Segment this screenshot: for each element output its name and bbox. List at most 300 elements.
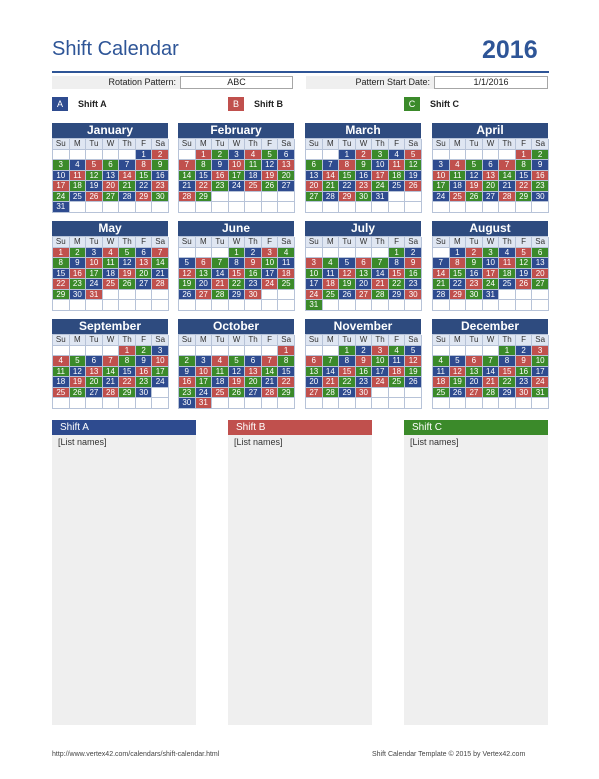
day-cell: 22	[339, 377, 356, 388]
weekday-header: M	[70, 139, 87, 150]
day-cell: 26	[405, 181, 422, 192]
day-cell: 29	[450, 290, 467, 301]
empty-cell	[212, 398, 229, 409]
day-cell: 25	[53, 388, 70, 399]
day-cell: 2	[516, 346, 533, 357]
weekday-header: Th	[499, 335, 516, 346]
day-cell: 4	[278, 248, 295, 259]
day-cell: 29	[499, 388, 516, 399]
day-cell: 5	[119, 248, 136, 259]
day-cell: 19	[262, 171, 279, 182]
weekday-header: Th	[372, 335, 389, 346]
day-cell: 6	[196, 258, 213, 269]
empty-cell	[372, 300, 389, 311]
day-cell: 13	[278, 160, 295, 171]
day-cell: 10	[86, 258, 103, 269]
empty-cell	[483, 202, 500, 213]
month-grid	[432, 138, 548, 213]
day-cell: 25	[389, 377, 406, 388]
day-cell: 20	[466, 377, 483, 388]
day-cell: 22	[339, 181, 356, 192]
day-cell: 22	[53, 279, 70, 290]
weekday-header: F	[389, 237, 406, 248]
day-cell: 11	[70, 171, 87, 182]
empty-cell	[389, 300, 406, 311]
day-cell: 24	[262, 279, 279, 290]
empty-cell	[323, 150, 340, 161]
weekday-header: Tu	[466, 237, 483, 248]
day-cell: 20	[245, 377, 262, 388]
day-cell: 30	[179, 398, 196, 409]
empty-cell	[323, 202, 340, 213]
weekday-header: W	[356, 139, 373, 150]
empty-cell	[119, 398, 136, 409]
day-cell: 18	[70, 181, 87, 192]
month-february	[178, 123, 294, 213]
day-cell: 10	[53, 171, 70, 182]
day-cell: 19	[86, 181, 103, 192]
weekday-header: W	[103, 237, 120, 248]
month-grid	[178, 236, 294, 311]
day-cell: 22	[119, 377, 136, 388]
empty-cell	[70, 346, 87, 357]
day-cell: 3	[152, 346, 169, 357]
day-cell: 12	[516, 258, 533, 269]
shift-c-legend-label: Shift C	[430, 99, 459, 109]
day-cell: 20	[86, 377, 103, 388]
day-cell: 9	[179, 367, 196, 378]
day-cell: 9	[245, 258, 262, 269]
day-cell: 15	[278, 367, 295, 378]
day-cell: 13	[306, 171, 323, 182]
day-cell: 4	[433, 356, 450, 367]
day-cell: 8	[339, 160, 356, 171]
day-cell: 22	[136, 181, 153, 192]
empty-cell	[466, 300, 483, 311]
empty-cell	[433, 346, 450, 357]
day-cell: 15	[339, 367, 356, 378]
weekday-header: Su	[306, 335, 323, 346]
day-cell: 21	[103, 377, 120, 388]
empty-cell	[262, 398, 279, 409]
month-name: May	[52, 221, 168, 236]
day-cell: 8	[516, 160, 533, 171]
day-cell: 9	[356, 160, 373, 171]
day-cell: 6	[356, 258, 373, 269]
day-cell: 25	[245, 181, 262, 192]
day-cell: 10	[372, 160, 389, 171]
day-cell: 7	[499, 160, 516, 171]
weekday-header: M	[70, 335, 87, 346]
empty-cell	[245, 346, 262, 357]
day-cell: 19	[339, 279, 356, 290]
empty-cell	[103, 202, 120, 213]
day-cell: 30	[136, 388, 153, 399]
empty-cell	[212, 300, 229, 311]
empty-cell	[103, 290, 120, 301]
empty-cell	[499, 300, 516, 311]
day-cell: 2	[136, 346, 153, 357]
day-cell: 5	[70, 356, 87, 367]
weekday-header: W	[103, 139, 120, 150]
day-cell: 23	[516, 377, 533, 388]
day-cell: 25	[212, 388, 229, 399]
day-cell: 2	[356, 346, 373, 357]
day-cell: 17	[262, 269, 279, 280]
day-cell: 28	[433, 290, 450, 301]
day-cell: 18	[53, 377, 70, 388]
weekday-header: Sa	[278, 335, 295, 346]
weekday-header: Th	[499, 139, 516, 150]
month-name: September	[52, 319, 168, 334]
day-cell: 12	[405, 160, 422, 171]
day-cell: 7	[119, 160, 136, 171]
empty-cell	[229, 398, 246, 409]
day-cell: 19	[119, 269, 136, 280]
day-cell: 1	[516, 150, 533, 161]
day-cell: 1	[450, 248, 467, 259]
day-cell: 3	[483, 248, 500, 259]
day-cell: 21	[262, 377, 279, 388]
month-grid	[305, 236, 421, 311]
empty-cell	[389, 388, 406, 399]
day-cell: 22	[499, 377, 516, 388]
day-cell: 1	[278, 346, 295, 357]
day-cell: 13	[466, 367, 483, 378]
day-cell: 23	[405, 279, 422, 290]
day-cell: 29	[119, 388, 136, 399]
day-cell: 18	[433, 377, 450, 388]
day-cell: 13	[245, 367, 262, 378]
rotation-pattern-field[interactable]: ABC	[180, 76, 293, 89]
day-cell: 26	[86, 192, 103, 203]
empty-cell	[532, 202, 549, 213]
day-cell: 14	[212, 269, 229, 280]
day-cell: 20	[136, 269, 153, 280]
weekday-header: Tu	[212, 237, 229, 248]
day-cell: 24	[53, 192, 70, 203]
day-cell: 16	[245, 269, 262, 280]
day-cell: 21	[433, 279, 450, 290]
shift-a-legend-label: Shift A	[78, 99, 107, 109]
day-cell: 8	[119, 356, 136, 367]
day-cell: 10	[372, 356, 389, 367]
day-cell: 30	[466, 290, 483, 301]
empty-cell	[212, 192, 229, 203]
weekday-header: Su	[306, 237, 323, 248]
month-grid	[52, 236, 168, 311]
month-may	[52, 221, 168, 311]
day-cell: 26	[516, 279, 533, 290]
shift-c-names[interactable]: [List names]	[410, 437, 459, 447]
day-cell: 13	[306, 367, 323, 378]
weekday-header: F	[389, 335, 406, 346]
weekday-header: Sa	[152, 139, 169, 150]
weekday-header: M	[323, 139, 340, 150]
empty-cell	[245, 398, 262, 409]
day-cell: 18	[389, 367, 406, 378]
day-cell: 16	[466, 269, 483, 280]
shift-a-names[interactable]: [List names]	[58, 437, 107, 447]
weekday-header: W	[356, 237, 373, 248]
day-cell: 14	[179, 171, 196, 182]
weekday-header: W	[103, 335, 120, 346]
day-cell: 25	[433, 388, 450, 399]
day-cell: 28	[499, 192, 516, 203]
empty-cell	[245, 202, 262, 213]
day-cell: 3	[372, 346, 389, 357]
day-cell: 6	[532, 248, 549, 259]
shift-c-panel	[404, 420, 548, 725]
day-cell: 19	[179, 279, 196, 290]
day-cell: 9	[466, 258, 483, 269]
weekday-header: Su	[53, 335, 70, 346]
weekday-header: W	[483, 237, 500, 248]
empty-cell	[516, 300, 533, 311]
day-cell: 15	[499, 367, 516, 378]
weekday-header: Su	[306, 139, 323, 150]
day-cell: 22	[516, 181, 533, 192]
weekday-header: Tu	[339, 335, 356, 346]
day-cell: 12	[405, 356, 422, 367]
day-cell: 20	[278, 171, 295, 182]
day-cell: 7	[483, 356, 500, 367]
empty-cell	[389, 192, 406, 203]
weekday-header: F	[516, 237, 533, 248]
day-cell: 16	[356, 171, 373, 182]
day-cell: 22	[196, 181, 213, 192]
month-grid	[432, 236, 548, 311]
day-cell: 14	[119, 171, 136, 182]
day-cell: 11	[323, 269, 340, 280]
empty-cell	[278, 300, 295, 311]
empty-cell	[278, 202, 295, 213]
empty-cell	[136, 300, 153, 311]
day-cell: 15	[389, 269, 406, 280]
footer-copyright: Shift Calendar Template © 2015 by Vertex42.com	[372, 751, 526, 758]
weekday-header: F	[516, 335, 533, 346]
empty-cell	[212, 346, 229, 357]
day-cell: 22	[389, 279, 406, 290]
day-cell: 26	[262, 181, 279, 192]
day-cell: 20	[306, 377, 323, 388]
day-cell: 16	[70, 269, 87, 280]
day-cell: 3	[433, 160, 450, 171]
day-cell: 29	[278, 388, 295, 399]
day-cell: 31	[306, 300, 323, 311]
empty-cell	[53, 150, 70, 161]
day-cell: 16	[356, 367, 373, 378]
month-grid	[52, 334, 168, 409]
month-name: July	[305, 221, 421, 236]
footer-url[interactable]: http://www.vertex42.com/calendars/shift-calendar.html	[52, 751, 220, 758]
month-name: April	[432, 123, 548, 138]
empty-cell	[405, 388, 422, 399]
weekday-header: Th	[499, 237, 516, 248]
empty-cell	[516, 398, 533, 409]
day-cell: 2	[152, 150, 169, 161]
day-cell: 14	[499, 171, 516, 182]
day-cell: 5	[516, 248, 533, 259]
day-cell: 4	[323, 258, 340, 269]
day-cell: 18	[499, 269, 516, 280]
weekday-header: M	[323, 237, 340, 248]
empty-cell	[278, 290, 295, 301]
day-cell: 17	[152, 367, 169, 378]
empty-cell	[262, 202, 279, 213]
weekday-header: Sa	[532, 237, 549, 248]
day-cell: 10	[152, 356, 169, 367]
day-cell: 15	[339, 171, 356, 182]
day-cell: 24	[372, 181, 389, 192]
day-cell: 8	[229, 258, 246, 269]
day-cell: 28	[103, 388, 120, 399]
day-cell: 19	[70, 377, 87, 388]
day-cell: 5	[466, 160, 483, 171]
weekday-header: Sa	[152, 335, 169, 346]
day-cell: 1	[229, 248, 246, 259]
day-cell: 23	[356, 377, 373, 388]
day-cell: 26	[179, 290, 196, 301]
day-cell: 11	[450, 171, 467, 182]
weekday-header: Sa	[278, 139, 295, 150]
empty-cell	[433, 202, 450, 213]
day-cell: 17	[532, 367, 549, 378]
month-grid	[178, 334, 294, 409]
day-cell: 22	[278, 377, 295, 388]
weekday-header: W	[356, 335, 373, 346]
day-cell: 8	[53, 258, 70, 269]
day-cell: 13	[136, 258, 153, 269]
day-cell: 5	[179, 258, 196, 269]
day-cell: 14	[262, 367, 279, 378]
empty-cell	[323, 248, 340, 259]
empty-cell	[245, 192, 262, 203]
day-cell: 1	[499, 346, 516, 357]
day-cell: 26	[70, 388, 87, 399]
weekday-header: Th	[245, 139, 262, 150]
day-cell: 7	[179, 160, 196, 171]
day-cell: 8	[450, 258, 467, 269]
empty-cell	[262, 346, 279, 357]
empty-cell	[152, 202, 169, 213]
day-cell: 12	[86, 171, 103, 182]
empty-cell	[86, 346, 103, 357]
empty-cell	[339, 248, 356, 259]
day-cell: 15	[119, 367, 136, 378]
day-cell: 6	[306, 356, 323, 367]
day-cell: 16	[212, 171, 229, 182]
empty-cell	[212, 202, 229, 213]
day-cell: 6	[103, 160, 120, 171]
day-cell: 14	[323, 171, 340, 182]
day-cell: 7	[323, 356, 340, 367]
day-cell: 30	[245, 290, 262, 301]
empty-cell	[339, 202, 356, 213]
day-cell: 3	[306, 258, 323, 269]
weekday-header: F	[516, 139, 533, 150]
shift-b-panel	[228, 420, 372, 725]
day-cell: 7	[323, 160, 340, 171]
month-grid	[305, 138, 421, 213]
empty-cell	[532, 290, 549, 301]
day-cell: 27	[196, 290, 213, 301]
day-cell: 30	[356, 388, 373, 399]
weekday-header: Th	[119, 237, 136, 248]
empty-cell	[53, 346, 70, 357]
day-cell: 6	[483, 160, 500, 171]
day-cell: 8	[278, 356, 295, 367]
weekday-header: Su	[53, 139, 70, 150]
day-cell: 4	[103, 248, 120, 259]
day-cell: 17	[86, 269, 103, 280]
day-cell: 27	[483, 192, 500, 203]
day-cell: 13	[86, 367, 103, 378]
day-cell: 10	[483, 258, 500, 269]
day-cell: 28	[323, 192, 340, 203]
day-cell: 11	[53, 367, 70, 378]
day-cell: 21	[499, 181, 516, 192]
empty-cell	[136, 398, 153, 409]
day-cell: 6	[86, 356, 103, 367]
day-cell: 13	[532, 258, 549, 269]
weekday-header: M	[70, 237, 87, 248]
empty-cell	[103, 398, 120, 409]
weekday-header: W	[229, 335, 246, 346]
day-cell: 22	[450, 279, 467, 290]
day-cell: 29	[229, 290, 246, 301]
empty-cell	[516, 202, 533, 213]
empty-cell	[86, 150, 103, 161]
empty-cell	[196, 248, 213, 259]
empty-cell	[196, 202, 213, 213]
weekday-header: Su	[433, 139, 450, 150]
pattern-start-date-field[interactable]: 1/1/2016	[434, 76, 548, 89]
day-cell: 25	[70, 192, 87, 203]
weekday-header: W	[229, 139, 246, 150]
day-cell: 3	[53, 160, 70, 171]
shift-b-names[interactable]: [List names]	[234, 437, 283, 447]
day-cell: 19	[516, 269, 533, 280]
empty-cell	[229, 300, 246, 311]
day-cell: 20	[103, 181, 120, 192]
empty-cell	[450, 150, 467, 161]
title-divider	[52, 71, 549, 73]
day-cell: 6	[136, 248, 153, 259]
day-cell: 11	[212, 367, 229, 378]
month-january	[52, 123, 168, 213]
weekday-header: Su	[433, 237, 450, 248]
empty-cell	[356, 248, 373, 259]
day-cell: 6	[278, 150, 295, 161]
empty-cell	[372, 388, 389, 399]
day-cell: 30	[356, 192, 373, 203]
day-cell: 9	[136, 356, 153, 367]
day-cell: 27	[306, 192, 323, 203]
empty-cell	[262, 300, 279, 311]
day-cell: 27	[278, 181, 295, 192]
day-cell: 3	[532, 346, 549, 357]
day-cell: 3	[196, 356, 213, 367]
empty-cell	[466, 202, 483, 213]
empty-cell	[483, 346, 500, 357]
empty-cell	[152, 388, 169, 399]
day-cell: 4	[70, 160, 87, 171]
day-cell: 13	[483, 171, 500, 182]
day-cell: 17	[196, 377, 213, 388]
day-cell: 20	[306, 181, 323, 192]
empty-cell	[306, 398, 323, 409]
